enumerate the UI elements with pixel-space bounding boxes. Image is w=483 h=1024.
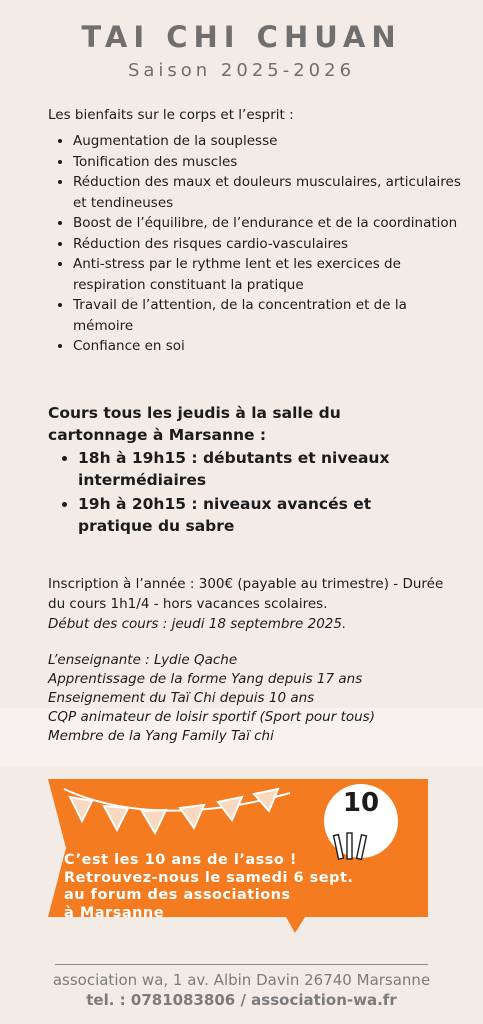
teacher-line: L’enseignante : Lydie Qache [48, 652, 238, 668]
teacher-line: CQP animateur de loisir sportif (Sport pour tous) [48, 709, 375, 725]
season-subtitle: Saison 2025-2026 [127, 60, 356, 81]
page-title: TAI CHI CHUAN [81, 20, 402, 54]
registration-info [48, 574, 448, 634]
anniversary-line: Retrouvez-nous le samedi 6 sept. [64, 869, 354, 886]
teacher-info [48, 651, 458, 746]
teacher-line: Apprentissage de la forme Yang depuis 17 ans [48, 671, 363, 687]
anniversary-line: à Marsanne [64, 904, 165, 921]
list-item: • Travail de l’attention, de la concentration et de la mémoire [73, 295, 465, 336]
list-item: • Boost de l’équilibre, de l’endurance et de la coordination [73, 213, 465, 234]
list-item: • Anti-stress par le rythme lent et les exercices de respiration constituant la pratique [73, 254, 465, 295]
course-item: • 19h à 20h15 : niveaux avancés et pratique du sabre [78, 493, 448, 537]
benefits-intro: Les bienfaits sur le corps et l’esprit : [48, 107, 294, 123]
footer-divider [55, 964, 428, 965]
benefits-list [48, 131, 465, 357]
anniversary-line: C’est les 10 ans de l’asso ! [64, 852, 298, 868]
teacher-line: Enseignement du Taï Chi depuis 10 ans [48, 690, 315, 706]
anniversary-text [64, 852, 404, 922]
course-item: • 18h à 19h15 : débutants et niveaux intermédiaires [78, 447, 448, 491]
courses-list [48, 447, 448, 539]
anniversary-line: au forum des associations [64, 887, 291, 903]
list-item: • Réduction des maux et douleurs musculaires, articulaires et tendineuses [73, 172, 465, 213]
start-date-text: Début des cours : jeudi 18 septembre 2025. [48, 616, 347, 632]
list-item: • Augmentation de la souplesse [73, 131, 465, 152]
list-item: • Tonification des muscles [73, 152, 465, 173]
list-item: • Réduction des risques cardio-vasculaires [73, 234, 465, 255]
teacher-line: Membre de la Yang Family Taï chi [48, 728, 274, 744]
registration-text: Inscription à l’année : 300€ (payable au trimestre) - Durée du cours 1h1/4 - hors vacances scolaires. [48, 576, 444, 612]
list-item: • Confiance en soi [73, 336, 465, 357]
courses-heading: Cours tous les jeudis à la salle du cartonnage à Marsanne : [48, 404, 341, 444]
footer-contact[interactable]: tel. : 0781083806 / association-wa.fr [86, 991, 397, 1009]
footer-address: association wa, 1 av. Albin Davin 26740 Marsanne [52, 971, 431, 989]
anniversary-number: 10 [342, 788, 380, 818]
